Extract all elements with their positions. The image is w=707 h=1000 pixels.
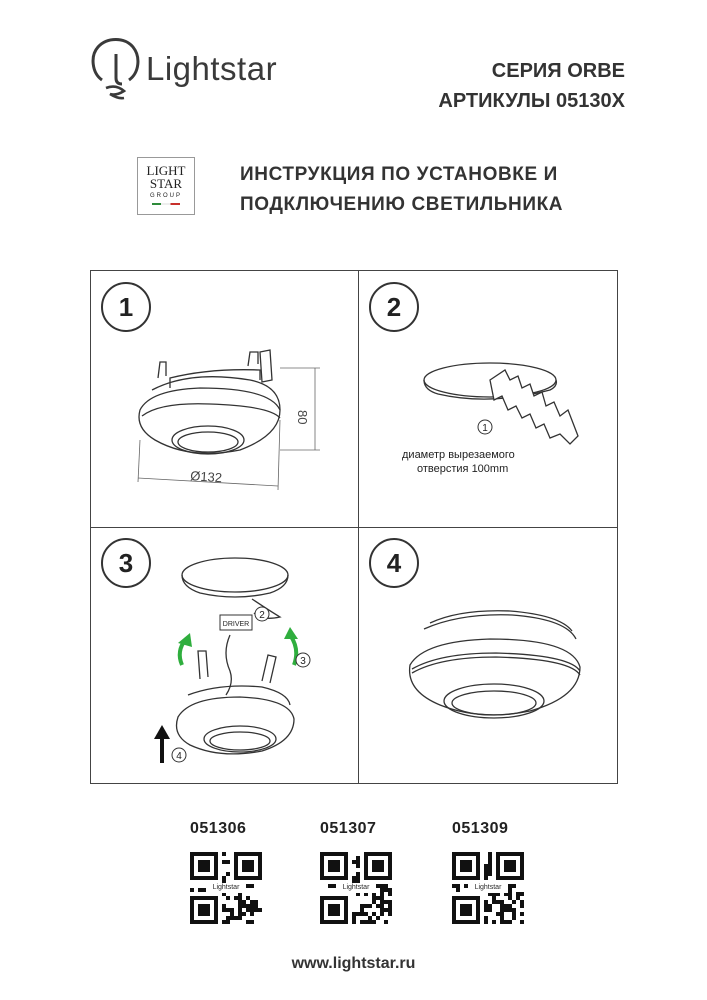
qr-code-2-label: Lightstar bbox=[336, 883, 376, 893]
rotate-arrow-right-icon bbox=[290, 635, 296, 665]
qr-code-3[interactable] bbox=[452, 852, 524, 929]
diameter-dimension-label: Ø132 bbox=[189, 468, 223, 486]
step-3-marker-a: 2 bbox=[259, 610, 265, 621]
qr-code-3-label: Lightstar bbox=[468, 883, 508, 893]
article-code-1: 051306 bbox=[190, 820, 247, 837]
bulb-logo-icon bbox=[88, 36, 144, 102]
step-3-number: 3 bbox=[101, 538, 151, 588]
step-3-marker-c: 4 bbox=[176, 751, 182, 762]
grid-divider-horizontal bbox=[90, 527, 618, 528]
step-4-installed-fixture-drawing bbox=[400, 605, 590, 730]
lightstar-group-badge bbox=[137, 157, 195, 215]
article-code-3: 051309 bbox=[452, 820, 509, 837]
step-3-marker-b: 3 bbox=[300, 656, 306, 667]
step-2-note-line-1: диаметр вырезаемого bbox=[402, 449, 515, 461]
step-2-marker: 1 bbox=[482, 423, 488, 434]
height-dimension-label: 80 bbox=[295, 410, 310, 425]
step-4-number: 4 bbox=[369, 538, 419, 588]
badge-line-2: STAR bbox=[149, 176, 183, 191]
driver-label: DRIVER bbox=[222, 621, 250, 628]
push-up-arrow-icon bbox=[154, 725, 170, 739]
step-2-note bbox=[402, 448, 515, 476]
instruction-title bbox=[240, 160, 563, 220]
step-3-installation-drawing bbox=[150, 555, 330, 770]
step-2-number: 2 bbox=[369, 282, 419, 332]
article-code-2: 051307 bbox=[320, 820, 377, 837]
step-2-ceiling-cut-drawing bbox=[410, 350, 590, 460]
flag-stripe bbox=[152, 203, 180, 205]
articles-title: АРТИКУЛЫ 05130X bbox=[438, 90, 625, 112]
instruction-line-2: ПОДКЛЮЧЕНИЮ СВЕТИЛЬНИКА bbox=[240, 194, 564, 215]
badge-line-1: LIGHT bbox=[146, 163, 186, 178]
series-title: СЕРИЯ ORBE bbox=[491, 60, 625, 82]
instruction-line-1: ИНСТРУКЦИЯ ПО УСТАНОВКЕ И bbox=[240, 164, 558, 185]
step-1-number: 1 bbox=[101, 282, 151, 332]
qr-code-1[interactable] bbox=[190, 852, 262, 929]
badge-line-3: GROUP bbox=[149, 193, 182, 199]
website-link[interactable]: www.lightstar.ru bbox=[291, 955, 416, 972]
step-2-note-line-2: отверстия 100mm bbox=[417, 463, 509, 475]
qr-code-1-label: Lightstar bbox=[206, 883, 246, 893]
brand-name: Lightstar bbox=[146, 50, 278, 87]
step-1-fixture-dimensions-drawing bbox=[130, 340, 330, 500]
qr-code-2[interactable] bbox=[320, 852, 392, 929]
